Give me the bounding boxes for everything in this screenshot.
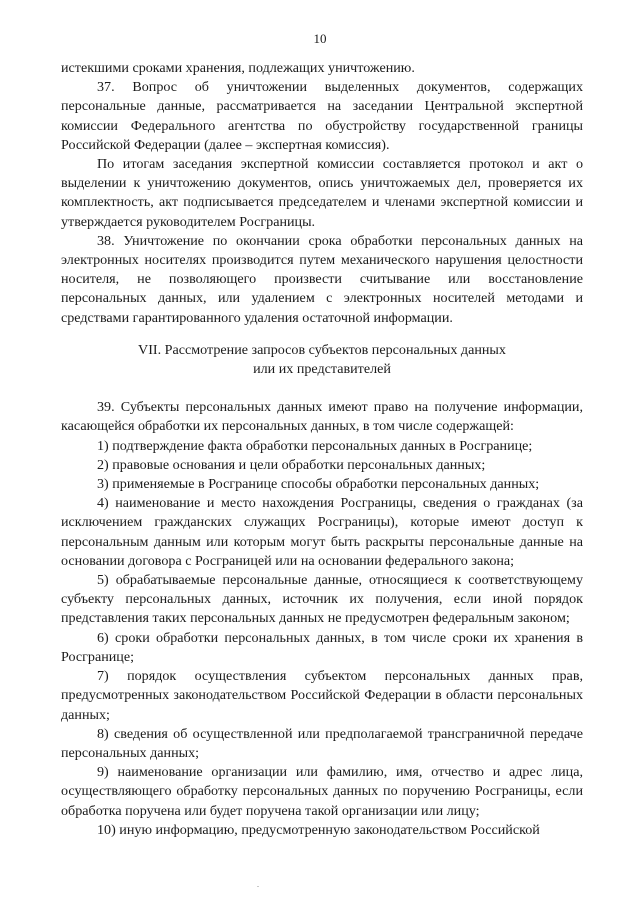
paragraph-39: 39. Субъекты персональных данных имеют право на получение информации, касающейся обработки их персональных данных, в том числе содержащей: [61,399,583,435]
list-item-1: 1) подтверждение факта обработки персональных данных в Росгранице; [97,437,533,454]
document-body [61,59,583,840]
page-number: 10 [313,31,327,46]
list-item-9: 9) наименование организации или фамилию, имя, отчество и адрес лица, осуществляющего обработку персональных данных по поручению Росграницы, если обработка поручена или будет поручена такой организации или лицу; [61,764,583,819]
scan-speck [257,886,259,887]
list-item-7: 7) порядок осуществления субъектом персональных данных прав, предусмотренных законодательством Российской Федерации в области персональных данных; [61,668,583,723]
list-item-8: 8) сведения об осуществленной или предполагаемой трансграничной передаче персональных данных; [61,725,583,761]
section-heading-line-1: VII. Рассмотрение запросов субъектов персональных данных [138,341,506,358]
list-item-3: 3) применяемые в Росгранице способы обработки персональных данных; [97,476,540,493]
list-item-6: 6) сроки обработки персональных данных, в том числе сроки их хранения в Росгранице; [61,629,583,665]
section-heading [61,341,583,379]
list-item-4: 4) наименование и место нахождения Росграницы, сведения о гражданах (за исключением гражданских служащих Росграницы), которые имеют доступ к персональным данным или которым могут быть раскрыты персональные данные на основании договора с Росграницей или на основании федерального закона; [61,495,583,569]
list-item-10: 10) иную информацию, предусмотренную законодательством Российской [97,821,540,838]
paragraph-commission-results: По итогам заседания экспертной комиссии составляется протокол и акт о выделении к уничтожению документов, опись уничтожаемых дел, проверяется их комплектность, акт подписывается председателем и членами экспертной комиссии и утверждается руководителем Росграницы. [61,156,583,230]
section-heading-line-2: или их представителей [253,361,391,378]
paragraph-37: 37. Вопрос об уничтожении выделенных документов, содержащих персональные данные, рассматривается на заседании Центральной экспертной комиссии Федерального агентства по обустройству государственной границы Российской Федерации (далее – экспертная комиссия). [61,79,583,153]
list-item-5: 5) обрабатываемые персональные данные, относящиеся к соответствующему субъекту персональных данных, источник их получения, если иной порядок представления таких персональных данных не предусмотрен федеральным законом; [61,572,583,627]
list-item-2: 2) правовые основания и цели обработки персональных данных; [97,456,486,473]
paragraph-continuation: истекшими сроками хранения, подлежащих уничтожению. [61,60,415,76]
paragraph-38: 38. Уничтожение по окончании срока обработки персональных данных на электронных носителях производится путем механического нарушения целостности носителя, не позволяющего произвести считывание или восстановление персональных данных, или удалением с электронных носителей методами и средствами гарантированного удаления остаточной информации. [61,232,583,326]
